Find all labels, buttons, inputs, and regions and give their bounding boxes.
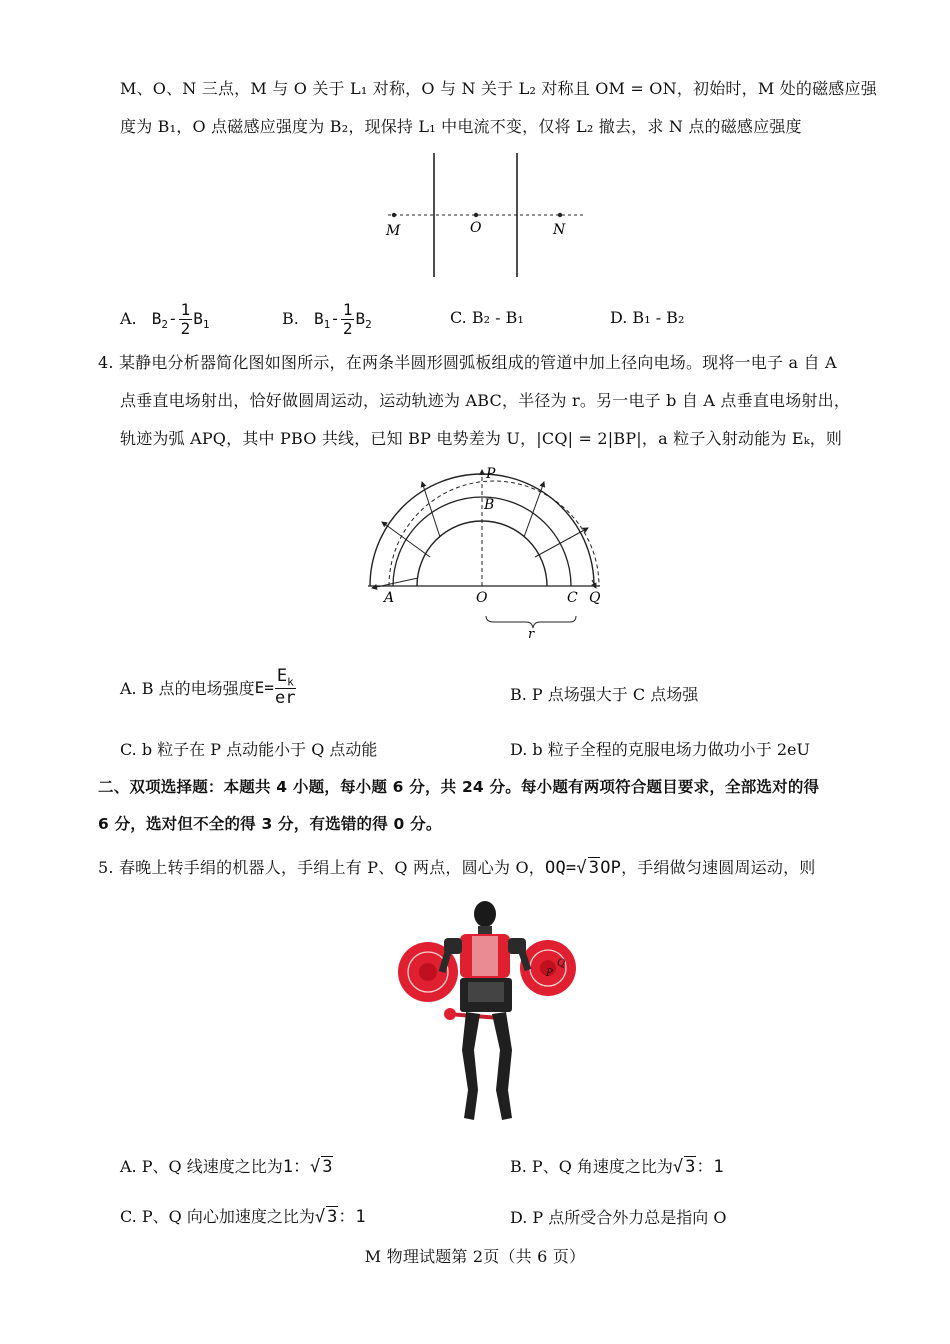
ratio-colon: ： xyxy=(338,1207,356,1227)
q3-option-d[interactable]: D. B₁ - B₂ xyxy=(610,308,685,327)
left-handkerchief-center xyxy=(419,963,437,981)
q4-option-b[interactable]: B. P 点场强大于 C 点场强 xyxy=(510,685,699,704)
label-q: Q xyxy=(589,590,601,606)
q5-formula: OQ=√ 3OP xyxy=(545,858,622,878)
q4-option-c[interactable]: C. b 粒子在 P 点动能小于 Q 点动能 xyxy=(120,740,378,759)
ratio-right: 1 xyxy=(355,1207,366,1227)
q5-option-a[interactable] xyxy=(120,1152,333,1177)
formula-lhs: E= xyxy=(254,678,274,698)
sym-b: B xyxy=(193,309,203,328)
q3-option-b[interactable] xyxy=(282,302,372,337)
point-o xyxy=(474,213,478,217)
left-leg xyxy=(462,1012,480,1120)
q4-stem-line1: 4. 某静电分析器简化图如图所示，在两条半圆形圆弧板组成的管道中加上径向电场。现将一电子 a 自 A xyxy=(98,353,837,372)
sym-b: B xyxy=(151,309,162,328)
option-letter: B. xyxy=(282,309,299,328)
option-text: B. P、Q 角速度之比为 xyxy=(510,1157,673,1176)
sym-e: E xyxy=(276,666,288,686)
q5-option-d[interactable]: D. P 点所受合外力总是指向 O xyxy=(510,1208,727,1227)
q3-stem-line1: M、O、N 三点，M 与 O 关于 L₁ 对称，O 与 N 关于 L₂ 对称且 OM = ON，初始时，M 处的磁感应强 xyxy=(120,79,877,98)
q5-stem-after: ，手绢做匀速圆周运动，则 xyxy=(621,858,816,877)
q3-option-a[interactable] xyxy=(120,302,210,337)
sqrt-radicand: 3 xyxy=(685,1157,696,1177)
sub: 1 xyxy=(323,318,331,332)
ratio-colon: ： xyxy=(696,1157,714,1177)
label-o: O xyxy=(476,590,488,606)
q5-stem xyxy=(98,855,815,878)
label-p: P xyxy=(486,466,496,482)
ratio: √ 3：1 xyxy=(314,1207,366,1227)
option-text: C. P、Q 向心加速度之比为 xyxy=(120,1207,315,1226)
label-c: C xyxy=(567,590,578,606)
label-n: N xyxy=(553,222,566,238)
robot-neck xyxy=(478,926,492,934)
waist-box xyxy=(468,982,504,1002)
ratio-right: 1 xyxy=(713,1157,724,1177)
vest-pattern xyxy=(472,936,498,976)
minus: - xyxy=(168,309,178,328)
sqrt-radicand: 3 xyxy=(588,858,600,878)
frac-num: 1 xyxy=(342,300,353,319)
sym-b: B xyxy=(313,309,324,328)
sym-b: B xyxy=(355,309,366,328)
field-arrow xyxy=(382,522,430,557)
robot-figure xyxy=(390,900,580,1126)
q4-option-a[interactable] xyxy=(120,668,297,707)
q3-stem-line2: 度为 B₁，O 点磁感应强度为 B₂，现保持 L₁ 中电流不变，仅将 L₂ 撤去，求 N 点的磁感应强度 xyxy=(120,117,802,136)
q5-option-c[interactable] xyxy=(120,1202,366,1227)
formula-rhs: OP xyxy=(600,858,622,878)
label-r: r xyxy=(528,627,535,642)
q3-option-c[interactable]: C. B₂ - B₁ xyxy=(450,308,524,327)
frac-num xyxy=(275,668,296,689)
field-arrow xyxy=(535,528,588,557)
section2-line2: 6 分，选对但不全的得 3 分，有选错的得 0 分。 xyxy=(98,815,442,833)
left-shoulder xyxy=(444,938,462,954)
sqrt-radicand: 3 xyxy=(322,1157,333,1177)
q4-figure xyxy=(360,458,615,643)
right-leg xyxy=(492,1012,512,1120)
sub: 2 xyxy=(365,318,372,332)
label-b: B xyxy=(484,497,495,513)
q5-option-b[interactable] xyxy=(510,1152,724,1177)
formula xyxy=(254,666,297,709)
q4-stem-line2: 点垂直电场射出，恰好做圆周运动，运动轨迹为 ABC，半径为 r。另一电子 b 自 A 点垂直电场射出， xyxy=(120,391,851,410)
frac-den: er xyxy=(275,688,296,709)
sub: k xyxy=(287,675,294,689)
label-q: Q xyxy=(557,958,566,969)
ratio-left: 1 xyxy=(282,1157,293,1177)
sqrt-radicand: 3 xyxy=(327,1207,338,1227)
frac-den: 2 xyxy=(342,319,353,338)
sub: 2 xyxy=(161,318,168,332)
option-text: A. B 点的电场强度 xyxy=(120,679,255,699)
point-n xyxy=(558,213,562,217)
ratio-colon: ： xyxy=(292,1157,310,1177)
label-o: O xyxy=(470,220,482,236)
label-p: P xyxy=(546,968,553,979)
ratio: √ 3：1 xyxy=(672,1157,724,1177)
section2-line1: 二、双项选择题：本题共 4 小题，每小题 6 分，共 24 分。每小题有两项符合题目要求，全部选对的得 xyxy=(98,778,820,796)
option-letter: A. xyxy=(120,309,137,328)
formula-lhs: OQ= xyxy=(545,858,577,878)
minus: - xyxy=(330,309,340,328)
label-a: A xyxy=(384,590,395,606)
baton-tip xyxy=(444,1008,456,1020)
q5-stem-before: 5. 春晚上转手绢的机器人，手绢上有 P、Q 两点，圆心为 O， xyxy=(98,858,546,877)
q4-option-d[interactable]: D. b 粒子全程的克服电场力做功小于 2eU xyxy=(510,740,810,759)
q3-figure xyxy=(380,150,590,280)
q4-stem-line3: 轨迹为弧 APQ，其中 PBO 共线，已知 BP 电势差为 U，|CQ| = 2|BP|，a 粒子入射动能为 Eₖ，则 xyxy=(120,429,843,448)
label-m: M xyxy=(386,223,401,239)
robot-head xyxy=(474,901,496,927)
option-text: A. P、Q 线速度之比为 xyxy=(120,1157,283,1176)
sub: 1 xyxy=(202,318,210,332)
page-footer: M 物理试题第 2页（共 6 页） xyxy=(364,1247,586,1266)
frac-den: 2 xyxy=(180,319,191,338)
point-m xyxy=(392,213,396,217)
ratio: 1：√ 3 xyxy=(282,1157,333,1177)
frac-num: 1 xyxy=(180,300,191,319)
